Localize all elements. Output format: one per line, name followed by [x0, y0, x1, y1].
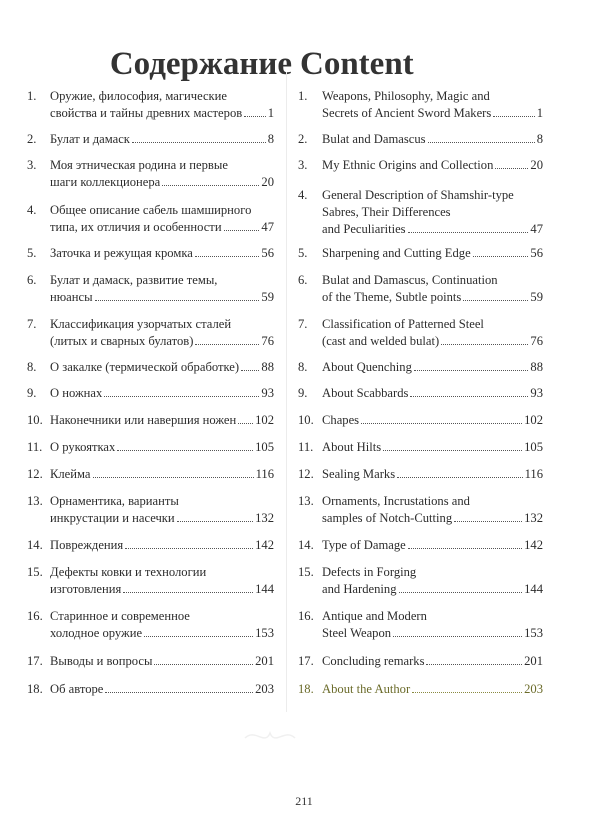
toc-entry-page: 142	[524, 538, 543, 552]
toc-entry-number: 18.	[27, 682, 43, 696]
dot-leader	[117, 439, 253, 451]
toc-entry-title: About the Author	[322, 682, 411, 696]
toc-entry-title: (cast and welded bulat)	[322, 334, 440, 348]
toc-entry-number: 10.	[27, 413, 43, 427]
toc-entry-title: О ножнах	[50, 386, 103, 400]
toc-entry[interactable]	[27, 131, 274, 148]
toc-entry[interactable]	[27, 439, 274, 456]
dot-leader	[493, 105, 534, 117]
toc-entry-title: Steel Weapon	[322, 626, 392, 640]
dot-leader	[125, 537, 253, 549]
dot-leader	[241, 359, 259, 371]
toc-entry-number: 2.	[27, 132, 37, 146]
toc-entry-title: About Scabbards	[322, 386, 409, 400]
toc-entry-page: 102	[255, 413, 274, 427]
ornament-icon	[240, 718, 300, 748]
toc-entry[interactable]	[27, 466, 274, 483]
toc-entry-number: 7.	[298, 317, 308, 331]
toc-entry-page: 59	[261, 290, 274, 304]
toc-entry-title: Sharpening and Cutting Edge	[322, 246, 471, 260]
toc-entry-page: 132	[255, 511, 274, 525]
toc-entry-page: 20	[530, 158, 543, 172]
toc-entry-title: О рукоятках	[50, 440, 116, 454]
toc-entry[interactable]	[27, 245, 274, 262]
toc-entry-page: 56	[261, 246, 274, 260]
toc-entry-page: 93	[261, 386, 274, 400]
toc-entry-number: 6.	[298, 273, 308, 287]
toc-entry[interactable]	[298, 157, 543, 174]
toc-entry-title: Булат и дамаск	[50, 132, 130, 146]
toc-entry-title: нюансы	[50, 290, 93, 304]
toc-entry-title-line: Классификация узорчатых сталей	[50, 317, 232, 331]
toc-entry-title-line: Bulat and Damascus, Continuation	[322, 273, 498, 287]
toc-entry-page: 8	[536, 132, 543, 146]
toc-entry-page: 88	[261, 360, 274, 374]
toc-entry[interactable]	[298, 385, 543, 402]
toc-entry-title-line: General Description of Shamshir-type	[322, 188, 514, 202]
toc-entry-title: Concluding remarks	[322, 654, 425, 668]
toc-entry-title: Secrets of Ancient Sword Makers	[322, 106, 492, 120]
dot-leader	[428, 131, 535, 143]
toc-entry[interactable]	[27, 385, 274, 402]
toc-entry-title: Наконечники или навершия ножен	[50, 413, 237, 427]
dot-leader	[105, 681, 253, 693]
toc-entry[interactable]	[27, 564, 274, 598]
toc-entry-page: 59	[530, 290, 543, 304]
toc-entry[interactable]	[27, 681, 274, 698]
dot-leader	[162, 174, 259, 186]
toc-entry-number: 14.	[298, 538, 314, 552]
toc-entry[interactable]	[298, 537, 543, 554]
toc-entry-page: 102	[524, 413, 543, 427]
toc-entry-number: 10.	[298, 413, 314, 427]
toc-entry-title-line: Weapons, Philosophy, Magic and	[322, 89, 490, 103]
toc-entry[interactable]	[298, 131, 543, 148]
dot-leader	[414, 359, 529, 371]
toc-entry[interactable]	[298, 316, 543, 350]
toc-entry-page: 1	[267, 106, 274, 120]
toc-entry-number: 16.	[27, 609, 43, 623]
toc-entry-title: типа, их отличия и особенности	[50, 220, 222, 234]
toc-entry-number: 7.	[27, 317, 37, 331]
toc-entry-number: 9.	[298, 386, 308, 400]
toc-entry-title: изготовления	[50, 582, 122, 596]
toc-entry-title-line: Орнаментика, варианты	[50, 494, 179, 508]
toc-entry-page: 144	[255, 582, 274, 596]
dot-leader	[410, 385, 528, 397]
dot-leader	[397, 466, 522, 478]
dot-leader	[238, 412, 253, 424]
toc-entry[interactable]	[298, 493, 543, 527]
toc-entry-number: 11.	[27, 440, 43, 454]
dot-leader	[495, 157, 528, 169]
dot-leader	[426, 653, 522, 665]
toc-entry-title-line: Общее описание сабель шамширного	[50, 203, 252, 217]
toc-entry-page: 153	[255, 626, 274, 640]
toc-entry[interactable]	[298, 187, 543, 238]
page-title-en: Content	[300, 46, 414, 83]
toc-entry-number: 13.	[27, 494, 43, 508]
toc-entry[interactable]	[298, 564, 543, 598]
toc-entry-number: 12.	[27, 467, 43, 481]
toc-entry-title: Chapes	[322, 413, 360, 427]
toc-entry-number: 8.	[298, 360, 308, 374]
toc-entry-number: 1.	[27, 89, 37, 103]
toc-entry[interactable]	[298, 359, 543, 376]
dot-leader	[473, 245, 529, 257]
toc-entry-title-line: Булат и дамаск, развитие темы,	[50, 273, 218, 287]
toc-entry-page: 144	[524, 582, 543, 596]
toc-entry-title: свойства и тайны древних мастеров	[50, 106, 243, 120]
dot-leader	[412, 681, 522, 693]
toc-entry-page: 20	[261, 175, 274, 189]
toc-entry-title-line: Ornaments, Incrustations and	[322, 494, 470, 508]
toc-entry-number: 14.	[27, 538, 43, 552]
toc-entry-number: 6.	[27, 273, 37, 287]
toc-entry-page: 153	[524, 626, 543, 640]
toc-entry-title: холодное оружие	[50, 626, 143, 640]
toc-entry-title: About Hilts	[322, 440, 382, 454]
toc-entry[interactable]	[298, 653, 543, 670]
toc-entry-page: 105	[524, 440, 543, 454]
toc-entry-number: 17.	[27, 654, 43, 668]
toc-entry-title: Bulat and Damascus	[322, 132, 426, 146]
dot-leader	[132, 131, 266, 143]
toc-entry[interactable]	[298, 245, 543, 262]
toc-entry-number: 3.	[298, 158, 308, 172]
toc-entry[interactable]	[27, 608, 274, 642]
dot-leader	[441, 333, 528, 345]
dot-leader	[399, 581, 523, 593]
toc-entry-title: Sealing Marks	[322, 467, 396, 481]
dot-leader	[383, 439, 522, 451]
toc-entry-number: 4.	[298, 188, 308, 202]
dot-leader	[195, 333, 259, 345]
toc-entry-page: 88	[530, 360, 543, 374]
toc-entry-title-line: Antique and Modern	[322, 609, 427, 623]
toc-entry-number: 9.	[27, 386, 37, 400]
toc-entry[interactable]	[27, 316, 274, 350]
dot-leader	[93, 466, 254, 478]
toc-entry-page: 93	[530, 386, 543, 400]
dot-leader	[224, 219, 260, 231]
toc-entry[interactable]	[298, 272, 543, 306]
toc-entry-page: 76	[530, 334, 543, 348]
toc-entry[interactable]	[27, 653, 274, 670]
dot-leader	[393, 625, 522, 637]
toc-entry-number: 5.	[298, 246, 308, 260]
toc-entry-page: 8	[267, 132, 274, 146]
dot-leader	[95, 289, 260, 301]
dot-leader	[454, 510, 522, 522]
toc-entry-page: 116	[255, 467, 274, 481]
dot-leader	[244, 105, 266, 117]
page-number: 211	[295, 794, 313, 808]
toc-entry-title: of the Theme, Subtle points	[322, 290, 462, 304]
toc-entry[interactable]	[27, 88, 274, 122]
dot-leader	[408, 537, 522, 549]
toc-entry[interactable]	[298, 439, 543, 456]
toc-entry-page: 47	[530, 222, 543, 236]
toc-entry-number: 12.	[298, 467, 314, 481]
toc-entry-title: (литых и сварных булатов)	[50, 334, 194, 348]
toc-entry-page: 116	[524, 467, 543, 481]
dot-leader	[104, 385, 259, 397]
toc-entry[interactable]	[298, 608, 543, 642]
dot-leader	[195, 245, 260, 257]
toc-entry-title-line: Моя этническая родина и первые	[50, 158, 228, 172]
dot-leader	[154, 653, 253, 665]
toc-entry[interactable]	[298, 466, 543, 483]
toc-entry-title: Клейма	[50, 467, 91, 481]
toc-entry[interactable]	[298, 88, 543, 122]
toc-entry-page: 201	[255, 654, 274, 668]
toc-entry-number: 13.	[298, 494, 314, 508]
toc-entry-page: 203	[524, 682, 543, 696]
toc-entry-title-line: Defects in Forging	[322, 565, 417, 579]
toc-entry-title: samples of Notch-Cutting	[322, 511, 453, 525]
toc-entry[interactable]	[27, 157, 274, 191]
dot-leader	[408, 221, 529, 233]
toc-entry-number: 8.	[27, 360, 37, 374]
toc-entry-number: 17.	[298, 654, 314, 668]
toc-entry-title: О закалке (термической обработке)	[50, 360, 240, 374]
toc-entry-title: Заточка и режущая кромка	[50, 246, 193, 260]
toc-entry[interactable]	[27, 202, 274, 236]
toc-entry-title: Выводы и вопросы	[50, 654, 153, 668]
toc-entry-number: 15.	[27, 565, 43, 579]
toc-entry-title: шаги коллекционера	[50, 175, 161, 189]
toc-entry-title: Повреждения	[50, 538, 124, 552]
toc-entry-number: 18.	[298, 682, 314, 696]
toc-entry-number: 15.	[298, 565, 314, 579]
toc-entry-number: 5.	[27, 246, 37, 260]
column-divider	[286, 72, 287, 712]
toc-entry[interactable]	[298, 681, 543, 698]
dot-leader	[123, 581, 253, 593]
toc-entry[interactable]	[27, 537, 274, 554]
toc-entry[interactable]	[27, 412, 274, 429]
toc-entry-page: 76	[261, 334, 274, 348]
toc-entry-page: 1	[536, 106, 543, 120]
toc-entry-title: My Ethnic Origins and Collection	[322, 158, 494, 172]
toc-entry-page: 203	[255, 682, 274, 696]
toc-entry-title-line: Classification of Patterned Steel	[322, 317, 484, 331]
toc-entry-page: 132	[524, 511, 543, 525]
toc-entry-page: 105	[255, 440, 274, 454]
toc-entry-title-line: Старинное и современное	[50, 609, 190, 623]
toc-entry-title: Type of Damage	[322, 538, 406, 552]
toc-entry[interactable]	[27, 493, 274, 527]
dot-leader	[144, 625, 253, 637]
toc-entry-title: and Peculiarities	[322, 222, 406, 236]
toc-entry-title: инкрустации и насечки	[50, 511, 175, 525]
toc-entry-number: 3.	[27, 158, 37, 172]
toc-entry-page: 201	[524, 654, 543, 668]
page-title-ru: Содержание	[109, 46, 292, 83]
toc-entry[interactable]	[27, 359, 274, 376]
dot-leader	[361, 412, 522, 424]
toc-entry-number: 11.	[298, 440, 314, 454]
toc-entry-number: 4.	[27, 203, 37, 217]
toc-entry-page: 142	[255, 538, 274, 552]
toc-entry[interactable]	[27, 272, 274, 306]
toc-entry-title: Об авторе	[50, 682, 104, 696]
toc-entry-number: 1.	[298, 89, 308, 103]
dot-leader	[177, 510, 253, 522]
toc-entry-page: 47	[261, 220, 274, 234]
toc-entry-title-line: Sabres, Their Differences	[322, 205, 451, 219]
toc-entry-title-line: Дефекты ковки и технологии	[50, 565, 207, 579]
toc-entry-title: About Quenching	[322, 360, 412, 374]
toc-entry-number: 2.	[298, 132, 308, 146]
toc-entry-title: and Hardening	[322, 582, 397, 596]
toc-entry[interactable]	[298, 412, 543, 429]
toc-entry-title-line: Оружие, философия, магические	[50, 89, 228, 103]
dot-leader	[463, 289, 528, 301]
toc-entry-page: 56	[530, 246, 543, 260]
toc-entry-number: 16.	[298, 609, 314, 623]
